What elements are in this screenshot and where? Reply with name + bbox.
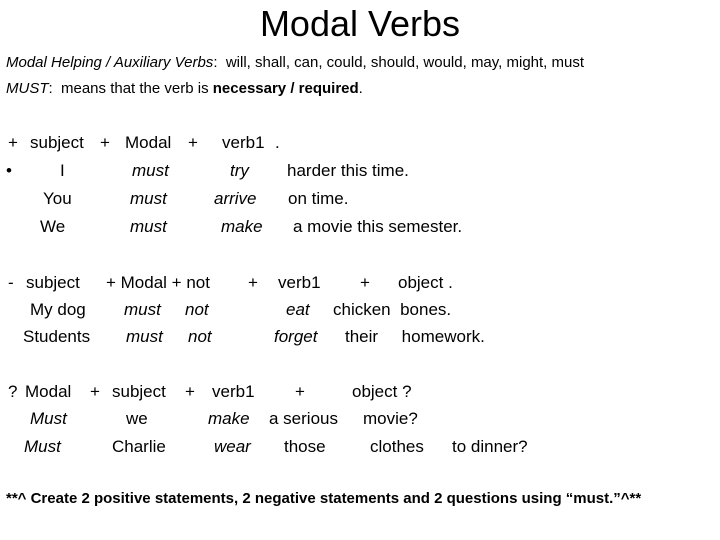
positive-header-subject: subject [30,133,84,152]
question-header-subject: subject [112,382,166,401]
intro-label-must: MUST [6,80,49,97]
positive-plus-2: + [100,133,110,152]
negative-plus-2: + [360,273,370,292]
question-row-2-modal: Must [24,437,61,456]
positive-header-period: . [275,133,280,152]
positive-row-1-subject: I [60,161,65,180]
positive-row-3-rest: a movie this semester. [293,217,463,236]
positive-header-modal: Modal [125,133,172,152]
negative-row-2-modal: must [126,327,163,346]
negative-row-1-not: not [185,300,209,319]
positive-row-3-modal: must [130,217,167,236]
negative-minus: - [8,273,14,292]
intro-must-definition: : means that the verb is [48,80,213,97]
positive-row-1-rest: harder this time. [287,161,409,180]
positive-plus-1: + [8,133,18,152]
positive-row-2-verb: arrive [214,189,257,208]
positive-row-2-modal: must [130,189,167,208]
bullet: • [6,161,12,180]
positive-row-2-rest: on time. [288,189,349,208]
negative-header-modal-not: + Modal + not [106,273,210,292]
negative-header-object: object . [398,273,453,292]
question-row-1-object: a serious [269,409,338,428]
slide-title: Modal Verbs [259,3,461,44]
intro-modal-list: : will, shall, can, could, should, would, may, might, must [213,54,585,71]
question-row-2-extra: clothes [370,437,424,456]
question-mark: ? [8,382,18,401]
question-row-2-verb: wear [214,437,251,456]
question-plus-1: + [90,382,100,401]
question-row-1-verb: make [208,409,250,428]
question-row-2-subject: Charlie [112,437,166,456]
positive-row-3-subject: We [40,217,66,236]
negative-row-2-subject: Students [23,327,91,346]
question-plus-2: + [185,382,195,401]
positive-plus-3: + [188,133,198,152]
question-row-1-modal: Must [30,409,67,428]
negative-row-1-verb: eat [286,300,310,319]
question-header-verb1: verb1 [212,382,255,401]
footer-instruction: **^ Create 2 positive statements, 2 negative statements and 2 questions using “must.”^** [6,490,642,507]
intro-line-1 [6,53,584,73]
question-row-2-object: those [284,437,326,456]
negative-row-2-object: their homework. [345,327,485,346]
negative-row-1-subject: My dog [30,300,86,319]
negative-row-2-verb: forget [274,327,318,346]
question-row-1-subject: we [126,409,148,428]
positive-row-2-subject: You [43,189,72,208]
intro-line-2 [6,79,363,99]
negative-plus-1: + [248,273,258,292]
positive-row-1-verb: try [230,161,249,180]
question-plus-3: + [295,382,305,401]
intro-period: . [358,80,363,97]
positive-header-verb1: verb1 [222,133,265,152]
negative-row-2-not: not [188,327,212,346]
negative-row-1-modal: must [124,300,161,319]
positive-row-1-modal: must [132,161,169,180]
positive-row-3-verb: make [221,217,263,236]
intro-necessary-required: necessary / required [212,80,359,97]
question-header-object: object ? [352,382,412,401]
question-row-2-tail: to dinner? [452,437,528,456]
intro-label-modal-helping: Modal Helping / Auxiliary Verbs [6,54,214,71]
question-header-modal: Modal [25,382,72,401]
negative-row-1-object: chicken bones. [333,300,452,319]
negative-header-verb1: verb1 [278,273,321,292]
question-row-1-extra: movie? [363,409,418,428]
negative-header-subject: subject [26,273,80,292]
